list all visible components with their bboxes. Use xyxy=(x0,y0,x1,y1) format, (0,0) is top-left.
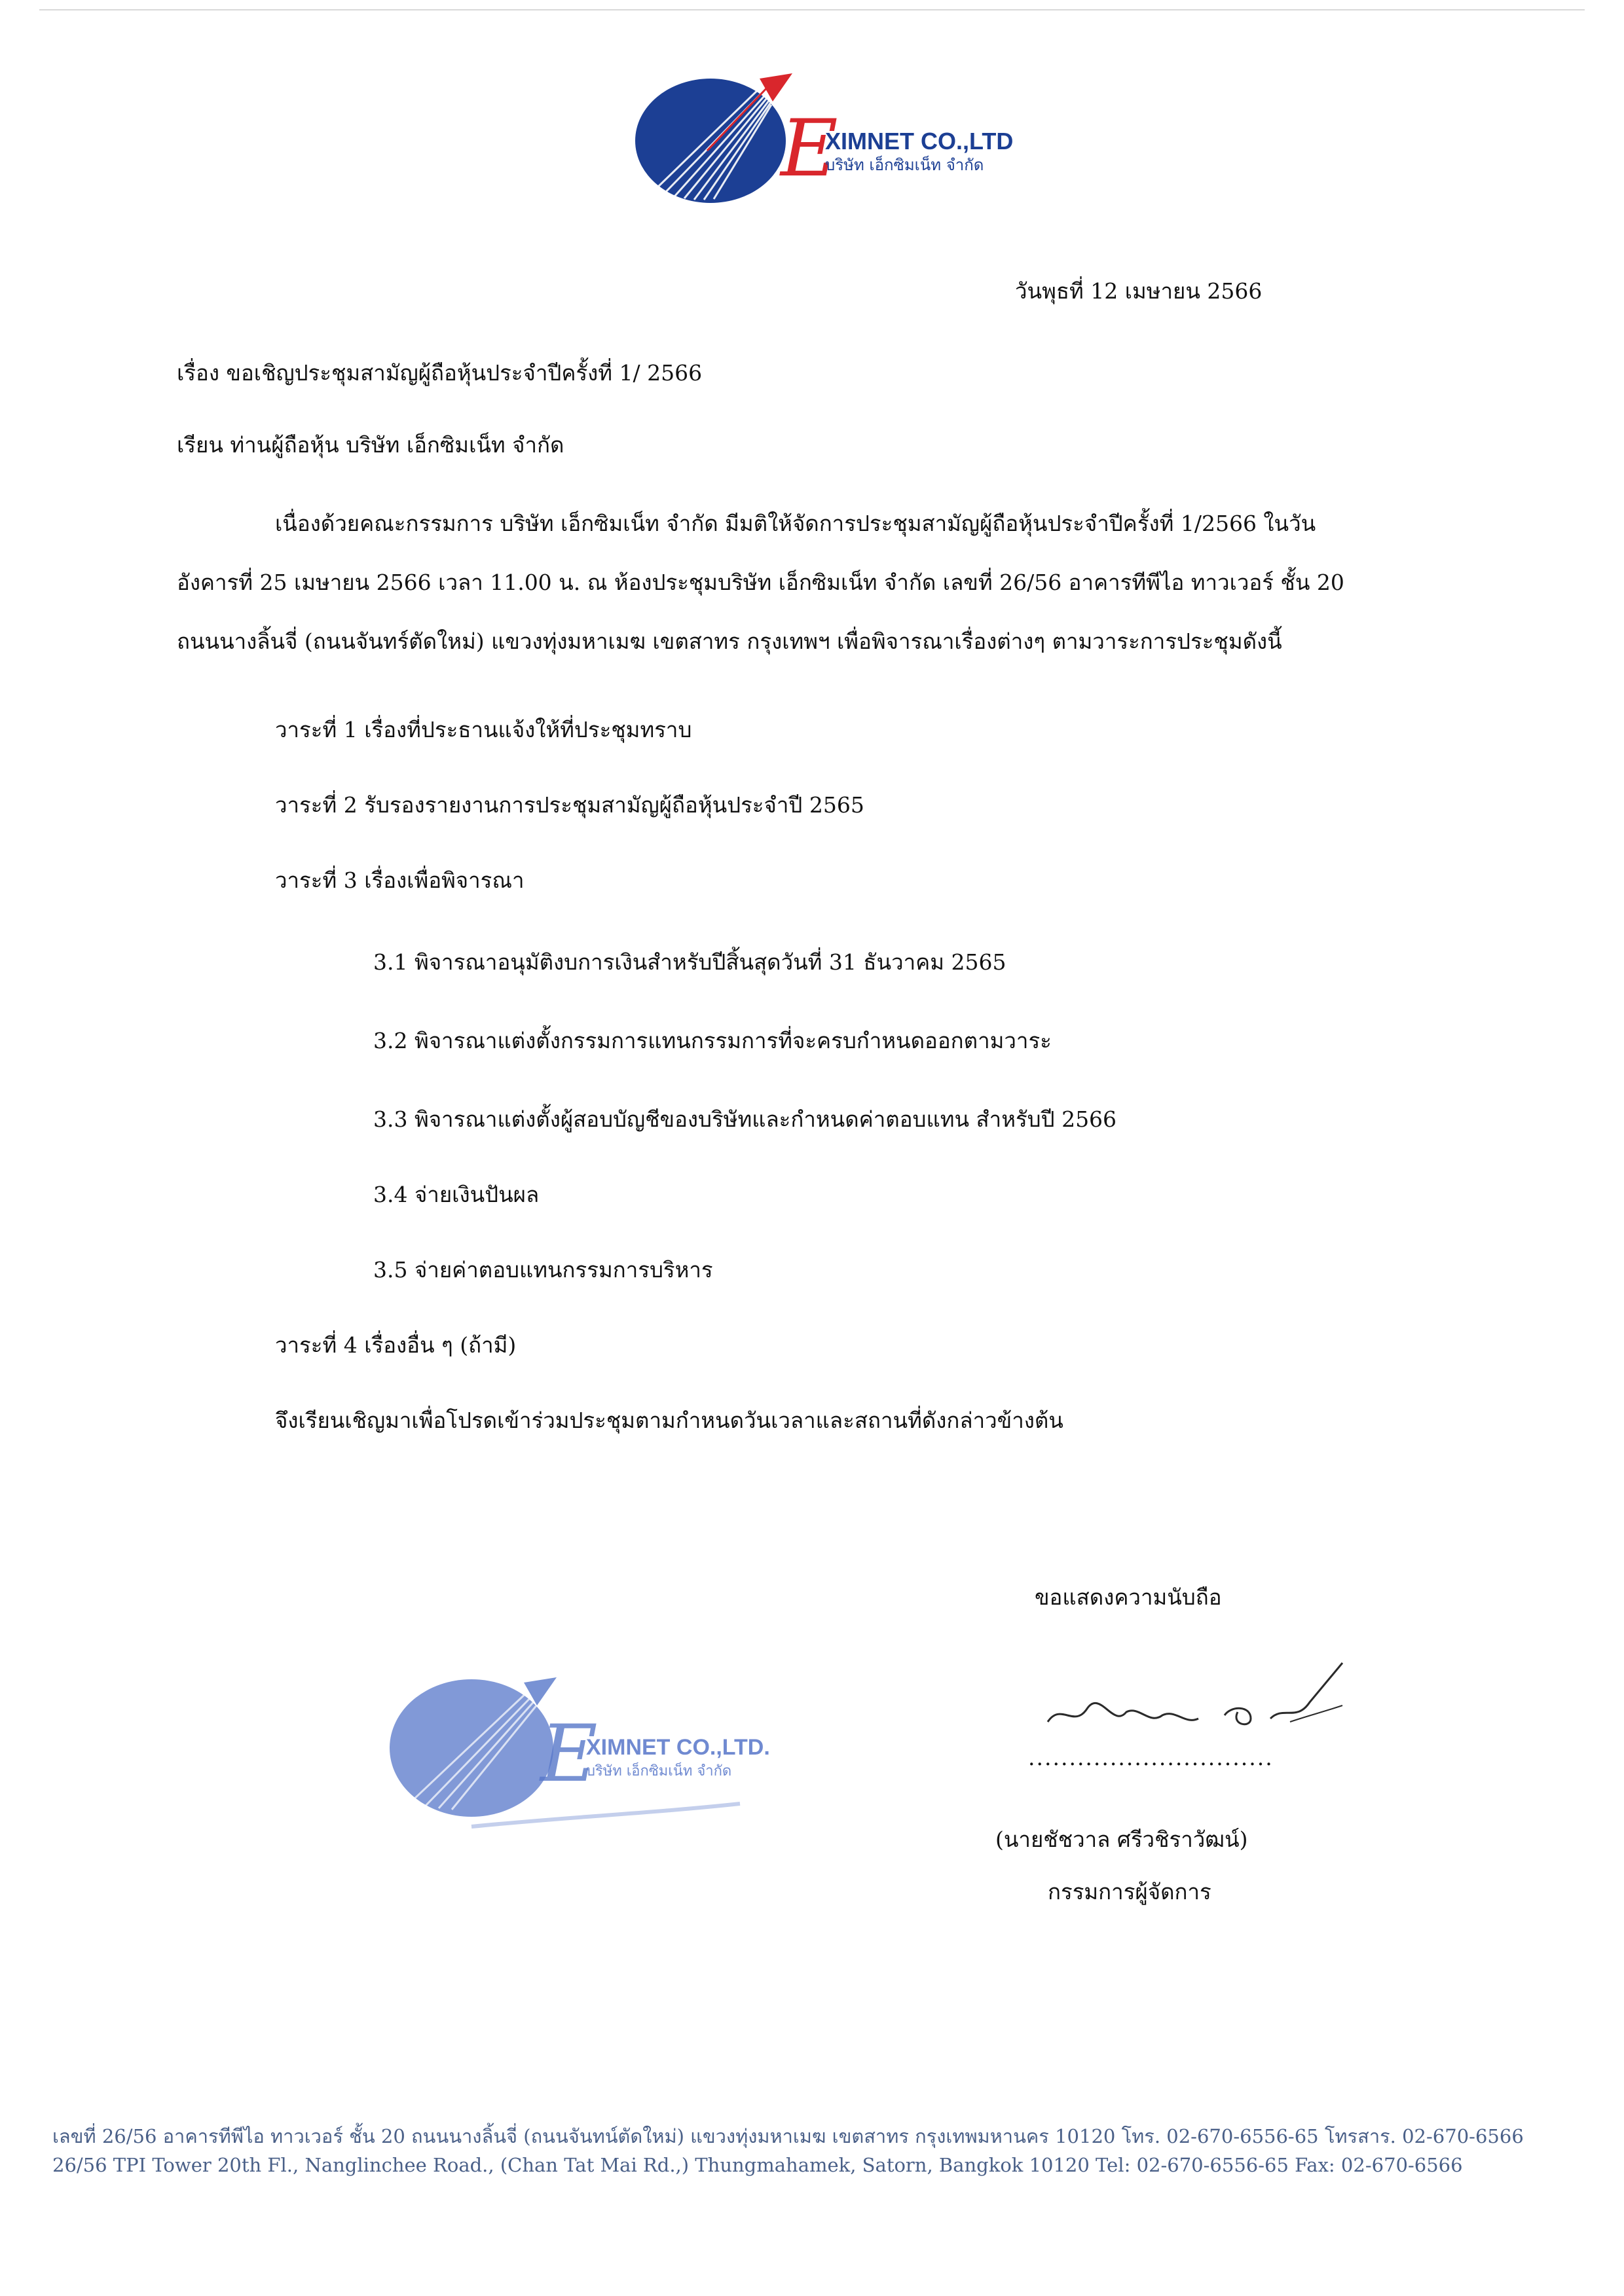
agenda-item-4: วาระที่ 4 เรื่องอื่น ๆ (ถ้ามี) xyxy=(275,1332,517,1358)
company-stamp xyxy=(373,1663,779,1853)
svg-text:E: E xyxy=(540,1709,598,1800)
closing-invitation: จึงเรียนเชิญมาเพื่อโปรดเข้าร่วมประชุมตามกำหนดวันเวลาและสถานที่ดังกล่าวข้างต้น xyxy=(275,1408,1063,1433)
footer-address-thai: เลขที่ 26/56 อาคารทีพีไอ ทาวเวอร์ ชั้น 20 ถนนนางลิ้นจี่ (ถนนจันทน์ตัดใหม่) แขวงทุ่งมหาเมฆ เขตสาทร กรุงเทพมหานคร 10120 โทร. 02-670-6556-65 โทรสาร. 02-670-6566 xyxy=(52,2125,1524,2147)
agenda-subitem-3-1: 3.1 พิจารณาอนุมัติงบการเงินสำหรับปีสิ้นสุดวันที่ 31 ธันวาคม 2565 xyxy=(373,949,1006,975)
agenda-subitem-3-4: 3.4 จ่ายเงินปันผล xyxy=(373,1182,540,1207)
letter-date: วันพุธที่ 12 เมษายน 2566 xyxy=(1015,278,1263,304)
agenda-item-2: วาระที่ 2 รับรองรายงานการประชุมสามัญผู้ถือหุ้นประจำปี 2565 xyxy=(275,792,864,818)
svg-text:XIMNET CO.,LTD.: XIMNET CO.,LTD. xyxy=(586,1735,770,1760)
letter-subject: เรื่อง ขอเชิญประชุมสามัญผู้ถือหุ้นประจำปีครั้งที่ 1/ 2566 xyxy=(177,360,703,386)
agenda-item-1: วาระที่ 1 เรื่องที่ประธานแจ้งให้ที่ประชุมทราบ xyxy=(275,717,692,742)
ximnet-logo-icon xyxy=(629,65,1022,216)
top-edge-rule xyxy=(39,9,1585,10)
footer-address-english: 26/56 TPI Tower 20th Fl., Nanglinchee Road., (Chan Tat Mai Rd.,) Thungmahamek, Satorn, Bangkok 10120 Tel: 02-670-6556-65 Fax: 02-670-6566 xyxy=(52,2154,1463,2176)
signer-name: (นายชัชวาล ศรีวชิราวัฒน์) xyxy=(995,1827,1248,1852)
letter-recipient: เรียน ท่านผู้ถือหุ้น บริษัท เอ็กซิมเน็ท จำกัด xyxy=(177,432,564,458)
handwritten-signature xyxy=(1035,1643,1375,1741)
body-paragraph-line-3: ถนนนางลิ้นจี่ (ถนนจันทร์ตัดใหม่) แขวงทุ่งมหาเมฆ เขตสาทร กรุงเทพฯ เพื่อพิจารณาเรื่องต่างๆ ตามวาระการประชุมดังนี้ xyxy=(177,629,1282,654)
agenda-subitem-3-5: 3.5 จ่ายค่าตอบแทนกรรมการบริหาร xyxy=(373,1257,713,1283)
stamp-logo-icon xyxy=(373,1663,779,1853)
agenda-item-3: วาระที่ 3 เรื่องเพื่อพิจารณา xyxy=(275,867,525,893)
company-logo xyxy=(629,65,1022,216)
agenda-subitem-3-2: 3.2 พิจารณาแต่งตั้งกรรมการแทนกรรมการที่จะครบกำหนดออกตามวาระ xyxy=(373,1028,1052,1053)
svg-text:บริษัท เอ็กซิมเน็ท จำกัด: บริษัท เอ็กซิมเน็ท จำกัด xyxy=(825,156,984,174)
svg-text:บริษัท เอ็กซิมเน็ท จำกัด: บริษัท เอ็กซิมเน็ท จำกัด xyxy=(586,1763,732,1779)
body-paragraph-line-2: อังคารที่ 25 เมษายน 2566 เวลา 11.00 น. ณ ห้องประชุมบริษัท เอ็กซิมเน็ท จำกัด เลขที่ 26/56 อาคารทีพีไอ ทาวเวอร์ ชั้น 20 xyxy=(177,570,1344,595)
signature-dotted-line: .............................. xyxy=(1028,1745,1274,1770)
svg-text:XIMNET CO.,LTD: XIMNET CO.,LTD xyxy=(825,128,1014,155)
body-paragraph-line-1: เนื่องด้วยคณะกรรมการ บริษัท เอ็กซิมเน็ท จำกัด มีมติให้จัดการประชุมสามัญผู้ถือหุ้นประจำปีครั้งที่ 1/2566 ในวัน xyxy=(275,511,1316,536)
agenda-subitem-3-3: 3.3 พิจารณาแต่งตั้งผู้สอบบัญชีของบริษัทและกำหนดค่าตอบแทน สำหรับปี 2566 xyxy=(373,1106,1117,1132)
regards-line: ขอแสดงความนับถือ xyxy=(1035,1584,1222,1610)
svg-text:E: E xyxy=(781,103,838,194)
signer-title: กรรมการผู้จัดการ xyxy=(1048,1879,1211,1904)
